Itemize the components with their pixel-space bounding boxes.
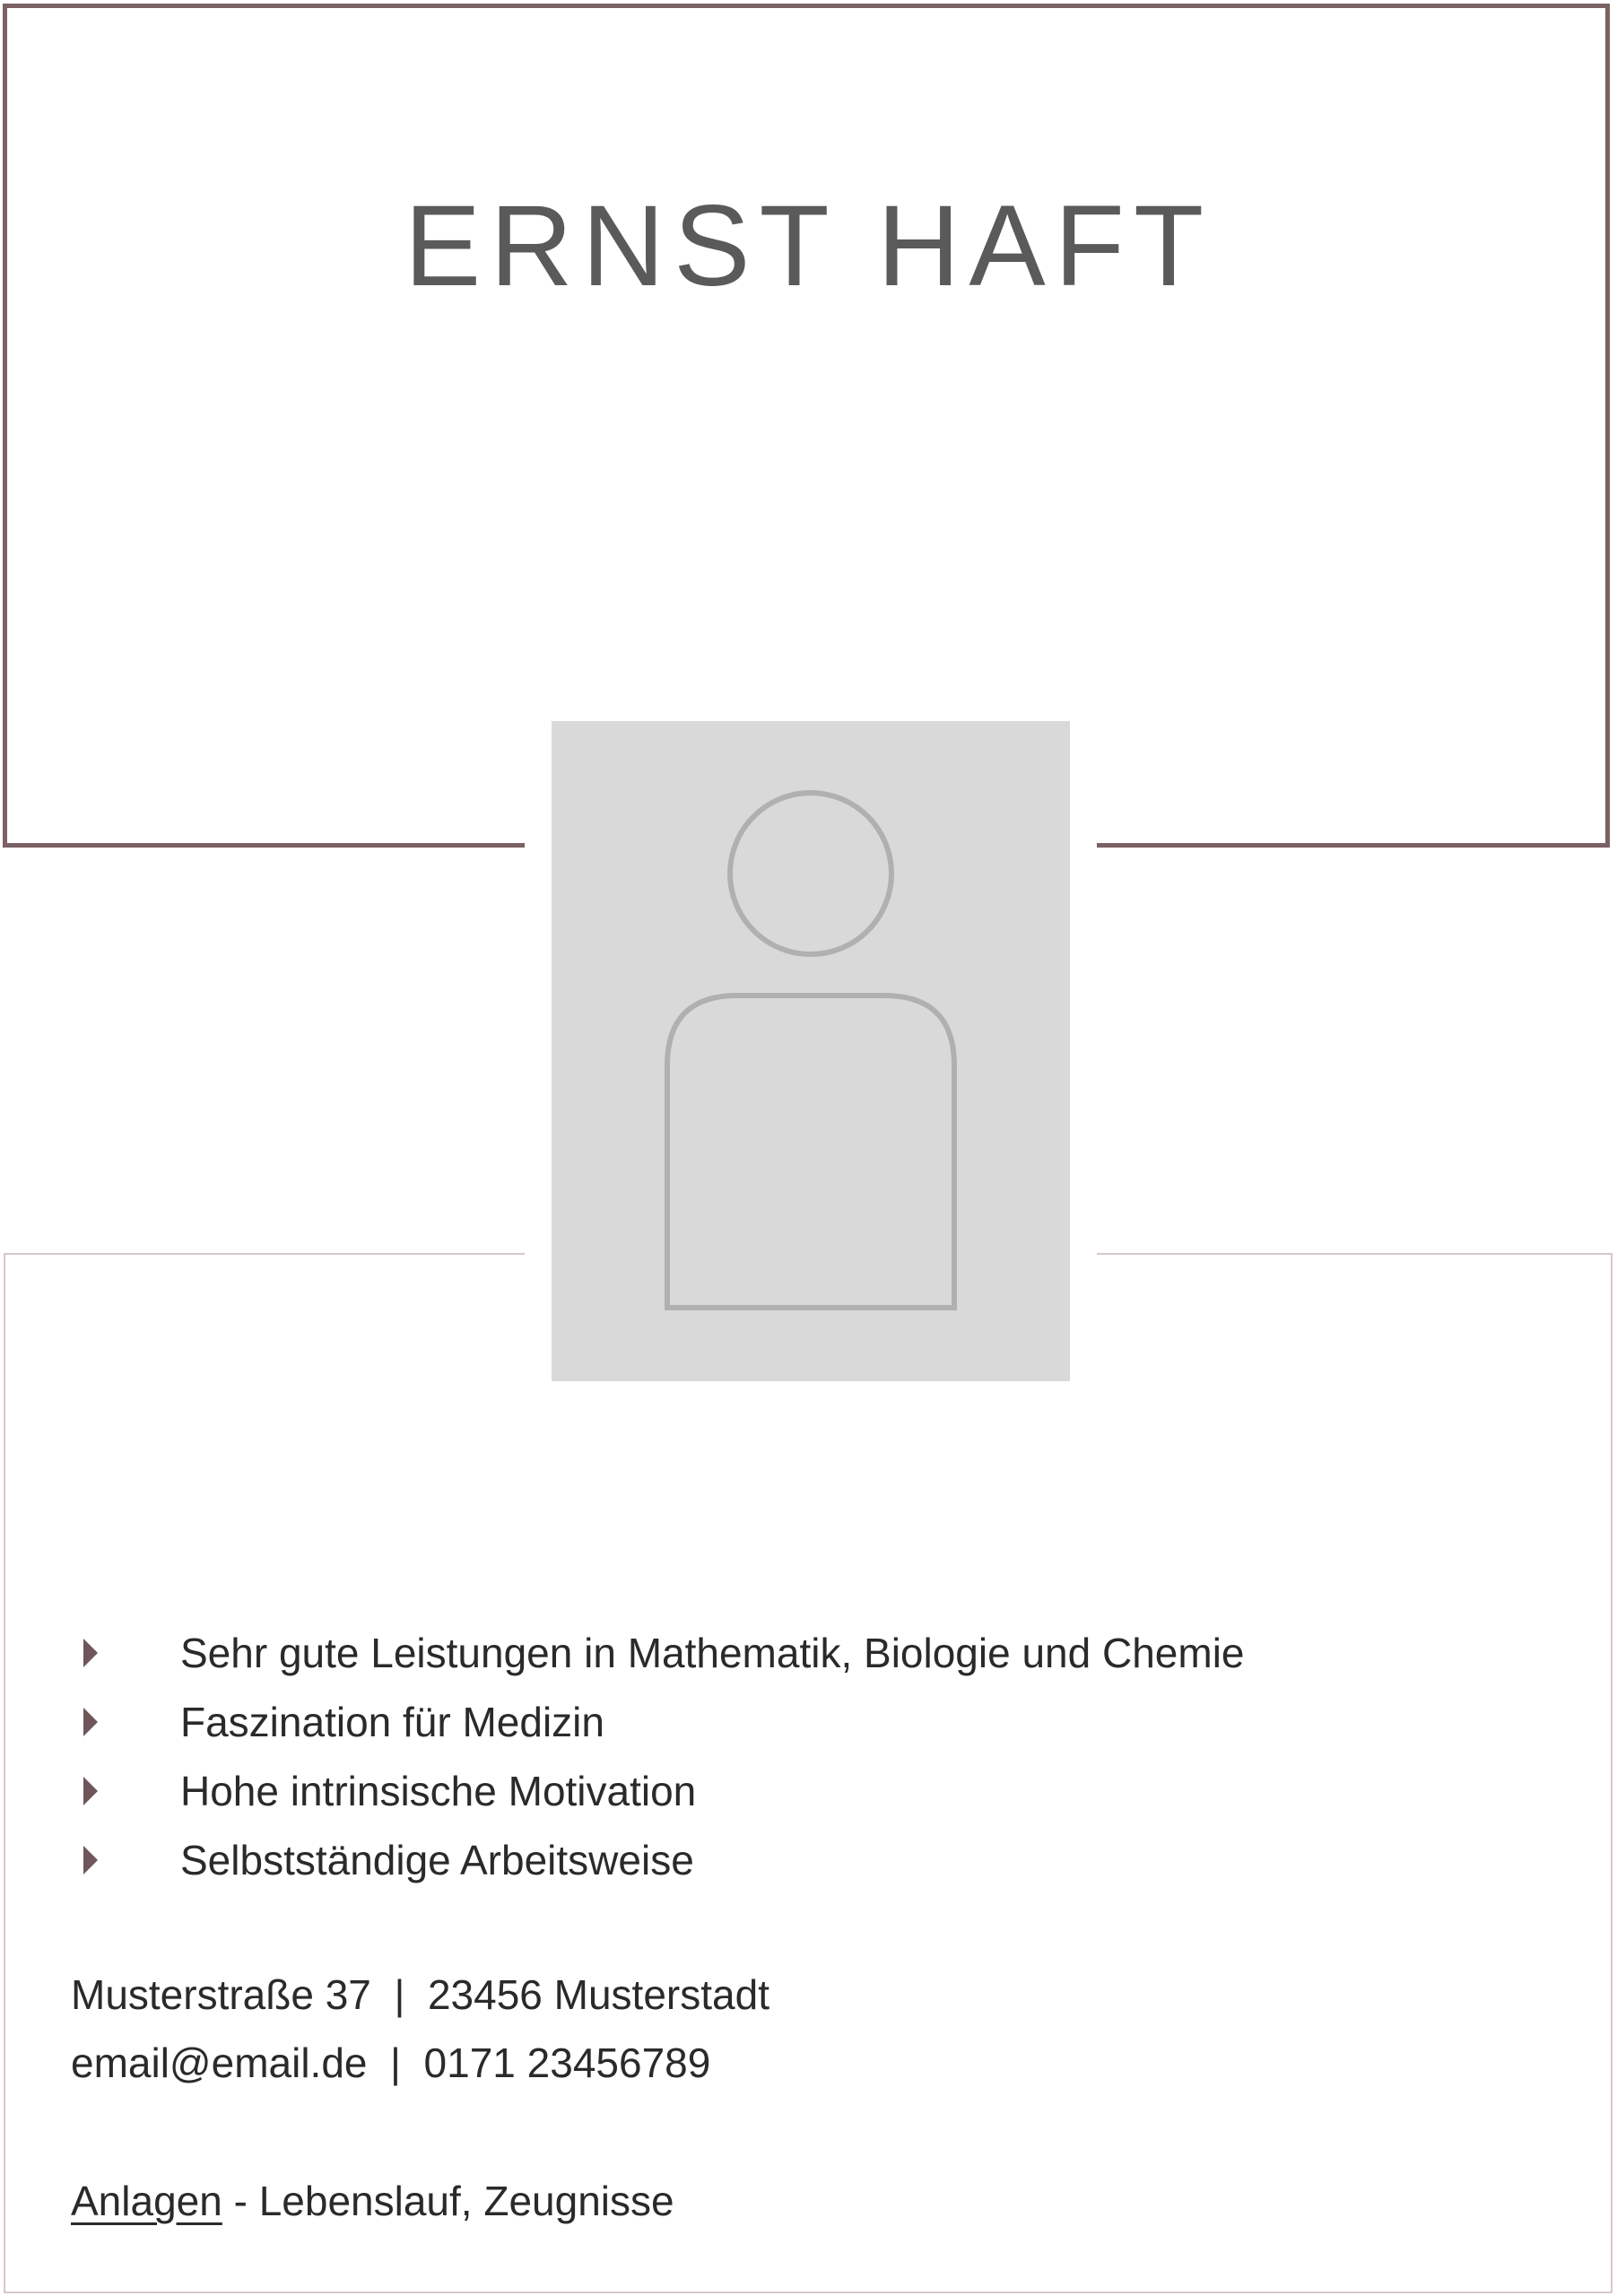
list-item bbox=[0, 1619, 1525, 1688]
applicant-name: ERNST HAFT bbox=[404, 182, 1213, 310]
highlights-list bbox=[0, 1619, 1525, 1895]
address-line: Musterstraße 37 | 23456 Musterstadt bbox=[71, 1971, 769, 2018]
triangle-bullet-icon bbox=[83, 1708, 98, 1736]
highlight-text: Selbstständige Arbeitsweise bbox=[180, 1837, 694, 1883]
highlight-text: Faszination für Medizin bbox=[180, 1699, 604, 1745]
contact-line: email@email.de | 0171 23456789 bbox=[71, 2039, 711, 2086]
triangle-bullet-icon bbox=[83, 1639, 98, 1667]
header-frame-bottom-right bbox=[1097, 843, 1610, 848]
content-frame-top-right bbox=[1097, 1253, 1613, 1255]
person-placeholder-icon bbox=[552, 721, 1070, 1381]
triangle-bullet-icon bbox=[83, 1777, 98, 1805]
header-frame bbox=[3, 4, 1610, 847]
attachments-text: - Lebenslauf, Zeugnisse bbox=[222, 2178, 674, 2224]
header-frame-bottom-left bbox=[3, 843, 525, 848]
list-item bbox=[0, 1688, 1525, 1757]
attachments-line bbox=[71, 2167, 674, 2236]
highlight-text: Hohe intrinsische Motivation bbox=[180, 1768, 697, 1814]
photo-placeholder[interactable] bbox=[552, 721, 1070, 1381]
attachments-label: Anlagen bbox=[71, 2178, 222, 2224]
highlight-text: Sehr gute Leistungen in Mathematik, Biologie und Chemie bbox=[180, 1630, 1245, 1676]
list-item bbox=[0, 1757, 1525, 1826]
triangle-bullet-icon bbox=[83, 1846, 98, 1874]
content-frame-top-left bbox=[4, 1253, 525, 1255]
list-item bbox=[0, 1826, 1525, 1895]
